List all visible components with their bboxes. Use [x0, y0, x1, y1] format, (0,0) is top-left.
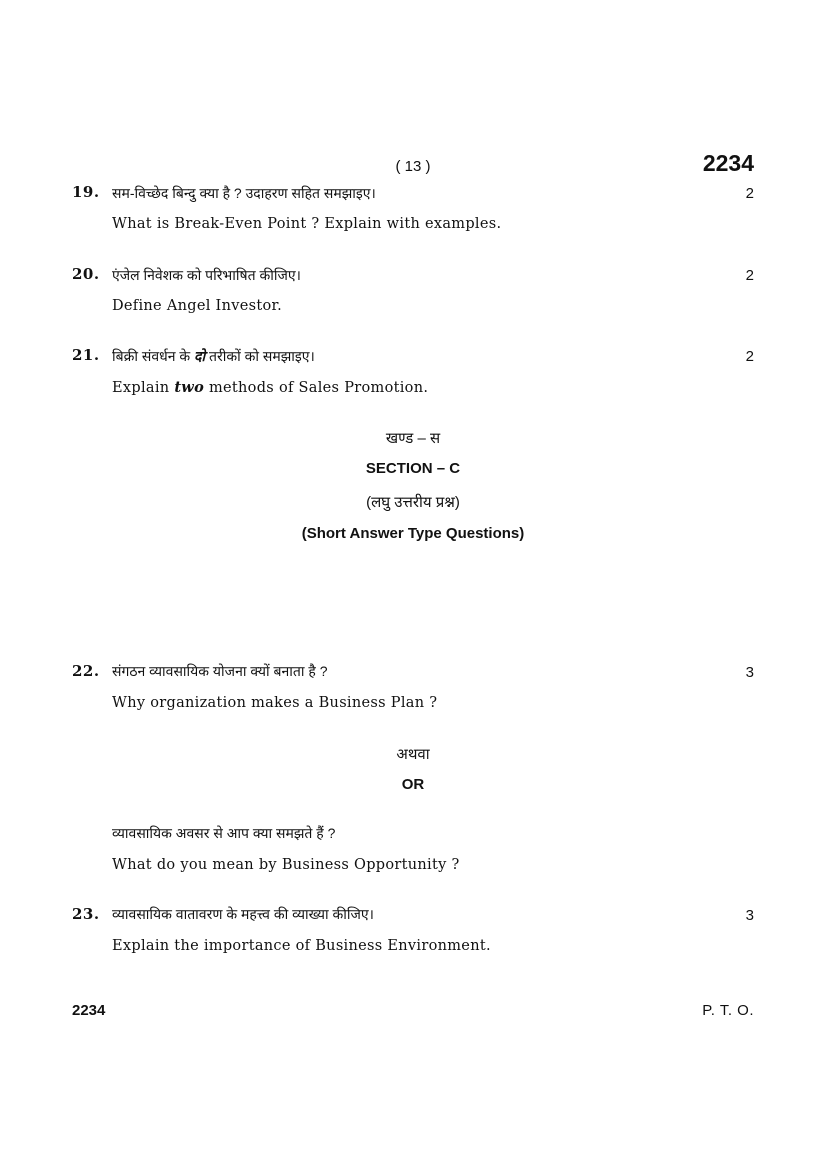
question-20-hindi: एंजेल निवेशक को परिभाषित कीजिए।: [112, 267, 301, 283]
question-number-21: 21.: [72, 346, 100, 364]
question-21-english-pre: Explain: [112, 380, 175, 396]
question-20-english: Define Angel Investor.: [112, 298, 283, 314]
question-20-marks: 2: [745, 267, 754, 284]
question-19-hindi: सम-विच्छेद बिन्दु क्या है ? उदाहरण सहित समझाइए।: [112, 185, 376, 201]
question-21-hindi-post: तरीकों को समझाइए।: [205, 348, 315, 364]
or-hindi: अथवा: [396, 746, 430, 763]
section-subtitle-hindi: (लघु उत्तरीय प्रश्न): [366, 494, 460, 511]
section-title-hindi: खण्ड – स: [385, 430, 441, 447]
question-23-marks: 3: [745, 907, 754, 924]
paper-code-header: 2234: [702, 150, 754, 176]
footer-paper-code: 2234: [72, 1002, 106, 1019]
footer-pto: P. T. O.: [702, 1002, 754, 1019]
question-23-english: Explain the importance of Business Environment.: [112, 938, 491, 954]
question-19-english: What is Break-Even Point ? Explain with examples.: [112, 216, 502, 232]
question-22-english: Why organization makes a Business Plan ?: [112, 695, 438, 711]
question-21-english: [112, 379, 428, 396]
question-21-english-post: methods of Sales Promotion.: [204, 380, 429, 396]
question-22-hindi: संगठन व्यावसायिक योजना क्यों बनाता है ?: [112, 663, 328, 679]
section-subtitle-english: (Short Answer Type Questions): [301, 525, 525, 542]
question-21-hindi: [112, 347, 315, 366]
question-22-alt-hindi: व्यावसायिक अवसर से आप क्या समझते हैं ?: [112, 825, 336, 841]
question-23-hindi: व्यावसायिक वातावरण के महत्त्व की व्याख्या कीजिए।: [112, 906, 374, 922]
section-title-english: SECTION – C: [365, 460, 461, 477]
question-21-hindi-pre: बिक्री संवर्धन के: [112, 348, 195, 364]
question-22-alt-english: What do you mean by Business Opportunity ?: [112, 857, 460, 873]
question-number-22: 22.: [72, 662, 100, 680]
question-number-20: 20.: [72, 265, 100, 283]
question-19-marks: 2: [745, 185, 754, 202]
question-21-hindi-emphasis: दो: [194, 348, 206, 364]
or-english: OR: [401, 776, 425, 793]
question-22-marks: 3: [745, 664, 754, 681]
question-21-english-emphasis: two: [174, 379, 205, 396]
question-number-19: 19.: [72, 183, 100, 201]
question-number-23: 23.: [72, 905, 100, 923]
page-number: ( 13 ): [395, 158, 431, 175]
question-21-marks: 2: [745, 348, 754, 365]
